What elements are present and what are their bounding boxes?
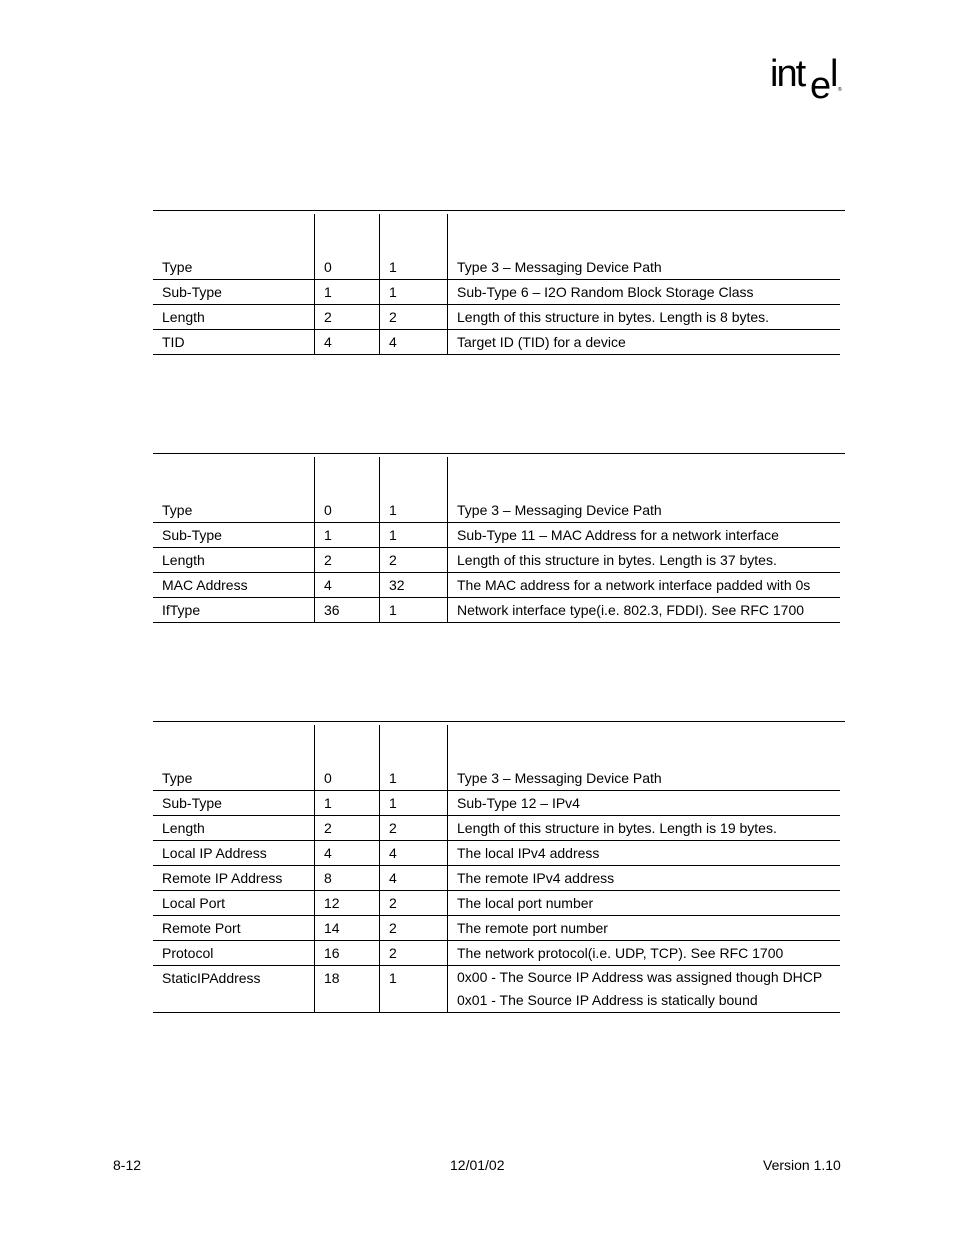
cell-offset: 2	[324, 309, 332, 325]
cell-length: 1	[389, 770, 397, 786]
svg-text:l: l	[830, 56, 839, 95]
cell-length: 2	[389, 309, 397, 325]
cell-description: Length of this structure in bytes. Length is 8 bytes.	[457, 309, 770, 325]
cell-field: Sub-Type	[162, 527, 222, 543]
table-row	[153, 841, 840, 866]
cell-description: Network interface type(i.e. 802.3, FDDI). See RFC 1700	[457, 602, 805, 618]
table-header	[153, 211, 843, 255]
cell-description: Target ID (TID) for a device	[457, 334, 626, 350]
cell-offset: 36	[324, 602, 340, 618]
cell-length: 4	[389, 845, 397, 861]
table-row	[153, 891, 840, 916]
cell-description	[457, 966, 847, 1012]
table-row	[153, 305, 840, 330]
column-divider	[314, 457, 315, 623]
cell-length: 1	[389, 795, 397, 811]
table-header	[153, 722, 843, 766]
cell-length: 1	[389, 284, 397, 300]
table-row	[153, 816, 840, 841]
cell-field: StaticIPAddress	[162, 970, 261, 986]
intel-logo	[770, 56, 850, 106]
cell-offset: 0	[324, 770, 332, 786]
column-divider	[447, 725, 448, 1013]
cell-offset: 4	[324, 334, 332, 350]
cell-description: The local port number	[457, 895, 594, 911]
cell-description: The network protocol(i.e. UDP, TCP). See RFC 1700	[457, 945, 784, 961]
cell-offset: 2	[324, 552, 332, 568]
column-divider	[447, 457, 448, 623]
svg-text:e: e	[810, 65, 832, 106]
cell-offset: 14	[324, 920, 340, 936]
cell-offset: 4	[324, 845, 332, 861]
cell-description: Length of this structure in bytes. Length is 19 bytes.	[457, 820, 777, 836]
table-row	[153, 498, 840, 523]
description-line: 0x00 - The Source IP Address was assigned though DHCP	[457, 969, 823, 985]
column-divider	[314, 214, 315, 355]
table-row	[153, 916, 840, 941]
cell-offset: 1	[324, 795, 332, 811]
cell-offset: 18	[324, 970, 340, 986]
table-row	[153, 866, 840, 891]
cell-description: The local IPv4 address	[457, 845, 600, 861]
column-divider	[379, 725, 380, 1013]
cell-length: 1	[389, 259, 397, 275]
svg-text:int: int	[770, 56, 805, 95]
cell-field: Remote Port	[162, 920, 241, 936]
table-row	[153, 330, 840, 355]
cell-description: The remote port number	[457, 920, 608, 936]
column-divider	[379, 457, 380, 623]
cell-description: Type 3 – Messaging Device Path	[457, 502, 662, 518]
cell-field: Length	[162, 552, 205, 568]
cell-field: MAC Address	[162, 577, 248, 593]
table-row	[153, 966, 840, 1013]
cell-field: TID	[162, 334, 185, 350]
page-number: 8-12	[113, 1157, 142, 1173]
cell-length: 32	[389, 577, 405, 593]
table-i2o-device-path	[153, 210, 843, 355]
cell-field: Sub-Type	[162, 284, 222, 300]
table-ipv4-device-path	[153, 721, 843, 1013]
cell-offset: 4	[324, 577, 332, 593]
cell-description: Length of this structure in bytes. Length is 37 bytes.	[457, 552, 777, 568]
cell-length: 2	[389, 552, 397, 568]
cell-field: Type	[162, 770, 193, 786]
cell-offset: 2	[324, 820, 332, 836]
table-row	[153, 573, 840, 598]
cell-length: 2	[389, 945, 397, 961]
cell-field: Length	[162, 820, 205, 836]
cell-length: 1	[389, 970, 397, 986]
table-row	[153, 766, 840, 791]
cell-length: 4	[389, 870, 397, 886]
cell-field: Local IP Address	[162, 845, 267, 861]
table-row	[153, 548, 840, 573]
cell-length: 1	[389, 502, 397, 518]
cell-length: 2	[389, 920, 397, 936]
cell-field: IfType	[162, 602, 201, 618]
table-row	[153, 791, 840, 816]
cell-offset: 16	[324, 945, 340, 961]
cell-description: The MAC address for a network interface padded with 0s	[457, 577, 811, 593]
cell-offset: 12	[324, 895, 340, 911]
cell-length: 1	[389, 527, 397, 543]
cell-field: Remote IP Address	[162, 870, 283, 886]
cell-field: Local Port	[162, 895, 226, 911]
cell-length: 2	[389, 820, 397, 836]
column-divider	[379, 214, 380, 355]
table-row	[153, 598, 840, 623]
cell-description: Sub-Type 12 – IPv4	[457, 795, 580, 811]
cell-offset: 0	[324, 502, 332, 518]
cell-offset: 8	[324, 870, 332, 886]
cell-field: Protocol	[162, 945, 214, 961]
cell-length: 4	[389, 334, 397, 350]
cell-length: 2	[389, 895, 397, 911]
svg-text:®: ®	[838, 87, 842, 93]
cell-field: Length	[162, 309, 205, 325]
cell-field: Type	[162, 259, 193, 275]
cell-description: Type 3 – Messaging Device Path	[457, 770, 662, 786]
table-row	[153, 523, 840, 548]
cell-description: The remote IPv4 address	[457, 870, 615, 886]
cell-description: Type 3 – Messaging Device Path	[457, 259, 662, 275]
cell-offset: 1	[324, 527, 332, 543]
table-mac-address-device-path	[153, 453, 843, 623]
cell-offset: 0	[324, 259, 332, 275]
table-row	[153, 280, 840, 305]
table-header	[153, 454, 843, 498]
cell-field: Type	[162, 502, 193, 518]
column-divider	[314, 725, 315, 1013]
cell-description: Sub-Type 11 – MAC Address for a network interface	[457, 527, 779, 543]
cell-field: Sub-Type	[162, 795, 222, 811]
table-row	[153, 255, 840, 280]
description-line: 0x01 - The Source IP Address is statically bound	[457, 992, 758, 1008]
cell-offset: 1	[324, 284, 332, 300]
footer-version: Version 1.10	[763, 1157, 841, 1173]
cell-length: 1	[389, 602, 397, 618]
cell-description: Sub-Type 6 – I2O Random Block Storage Class	[457, 284, 754, 300]
column-divider	[447, 214, 448, 355]
table-row	[153, 941, 840, 966]
footer-date: 12/01/02	[450, 1157, 505, 1173]
